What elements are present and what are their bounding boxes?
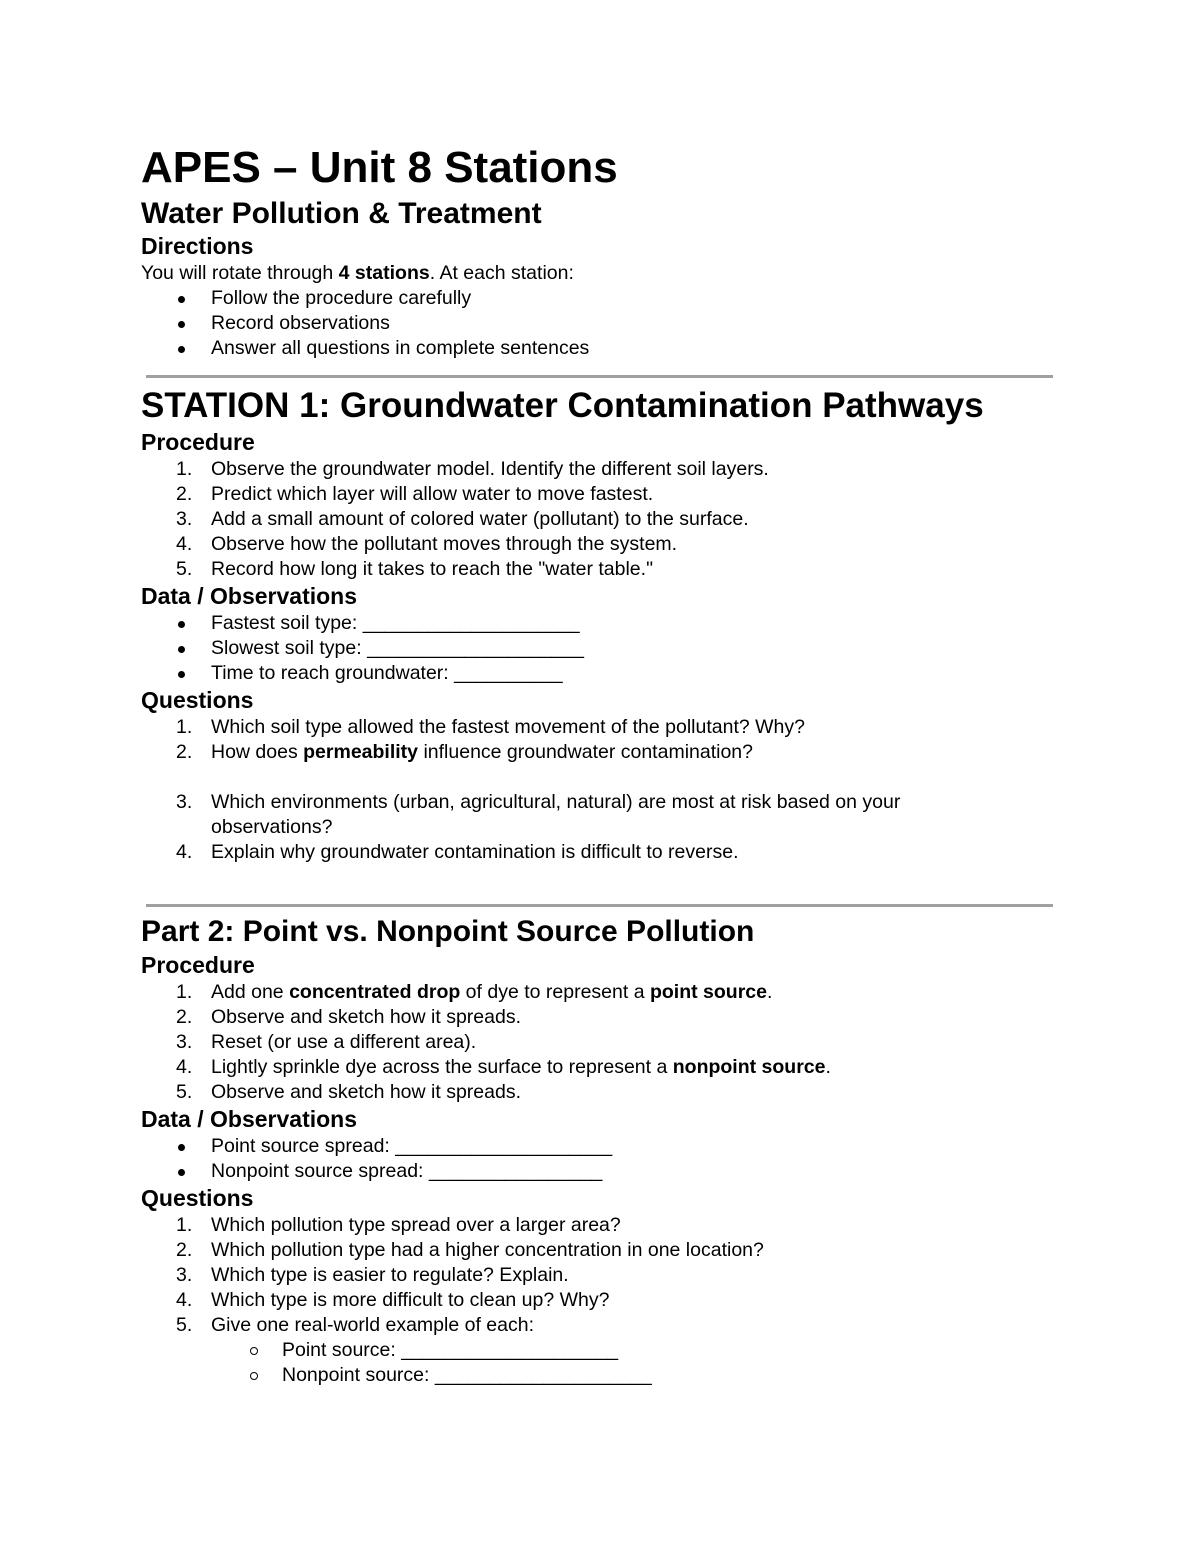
page-title: APES – Unit 8 Stations	[141, 143, 618, 192]
section-divider	[146, 375, 1053, 378]
list-item: 2. Predict which layer will allow water to move fastest.	[176, 483, 654, 505]
list-item: Fastest soil type: ____________________	[141, 611, 1056, 636]
list-item: 1. Which pollution type spread over a larger area?	[176, 1214, 621, 1236]
part2-procedure-heading: Procedure	[141, 952, 255, 978]
part2-heading: Part 2: Point vs. Nonpoint Source Pollution	[141, 915, 755, 948]
list-item: 3. Reset (or use a different area).	[176, 1031, 477, 1053]
list-item: 5. Observe and sketch how it spreads.	[176, 1081, 521, 1103]
list-item: Follow the procedure carefully	[141, 286, 1056, 311]
station1-questions-list	[141, 715, 1056, 865]
list-item: 5. Record how long it takes to reach the "water table."	[176, 558, 653, 580]
list-item: 4. Observe how the pollutant moves through the system.	[176, 533, 678, 555]
document-page	[141, 140, 1056, 1388]
list-item: Answer all questions in complete sentences	[141, 336, 1056, 361]
station1-questions-heading: Questions	[141, 687, 254, 713]
station1-data-list	[141, 611, 1056, 686]
list-item: Slowest soil type: ____________________	[141, 636, 1056, 661]
list-item: 4. Lightly sprinkle dye across the surface to represent a nonpoint source.	[176, 1056, 831, 1078]
part2-questions-heading: Questions	[141, 1185, 254, 1211]
directions-list	[141, 286, 1056, 361]
list-item: Record observations	[141, 311, 1056, 336]
list-item: Nonpoint source spread: ________________	[141, 1159, 1056, 1184]
part2-examples-list	[141, 1338, 1056, 1388]
directions-intro: You will rotate through 4 stations. At each station:	[141, 262, 574, 284]
list-item: 5. Give one real-world example of each:	[176, 1314, 534, 1336]
list-item: 4. Which type is more difficult to clean up? Why?	[176, 1289, 610, 1311]
list-item: 2. How does permeability influence groundwater contamination?	[176, 741, 753, 763]
list-item: Point source spread: ____________________	[141, 1134, 1056, 1159]
part2-procedure-list	[141, 980, 1056, 1105]
station1-procedure-list	[141, 457, 1056, 582]
part2-questions-list	[141, 1213, 1056, 1338]
list-item: 3. Which environments (urban, agricultural, natural) are most at risk based on your observations?	[176, 791, 901, 838]
list-item: Nonpoint source: ____________________	[141, 1363, 1056, 1388]
list-item: Time to reach groundwater: __________	[141, 661, 1056, 686]
station1-heading: STATION 1: Groundwater Contamination Pathways	[141, 386, 984, 425]
page-subtitle: Water Pollution & Treatment	[141, 197, 542, 230]
directions-heading: Directions	[141, 233, 254, 259]
list-item: 2. Which pollution type had a higher concentration in one location?	[176, 1239, 764, 1261]
list-item: 1. Observe the groundwater model. Identify the different soil layers.	[176, 458, 769, 480]
part2-data-heading: Data / Observations	[141, 1106, 358, 1132]
list-item: 3. Add a small amount of colored water (pollutant) to the surface.	[176, 508, 749, 530]
list-item: Point source: ____________________	[141, 1338, 1056, 1363]
station1-procedure-heading: Procedure	[141, 429, 255, 455]
list-item: 3. Which type is easier to regulate? Explain.	[176, 1264, 569, 1286]
list-item: 1. Add one concentrated drop of dye to represent a point source.	[176, 981, 773, 1003]
part2-data-list	[141, 1134, 1056, 1184]
list-item: 2. Observe and sketch how it spreads.	[176, 1006, 521, 1028]
section-divider	[146, 904, 1053, 907]
list-item: 1. Which soil type allowed the fastest movement of the pollutant? Why?	[176, 716, 805, 738]
list-item: 4. Explain why groundwater contamination is difficult to reverse.	[176, 841, 739, 863]
station1-data-heading: Data / Observations	[141, 583, 358, 609]
